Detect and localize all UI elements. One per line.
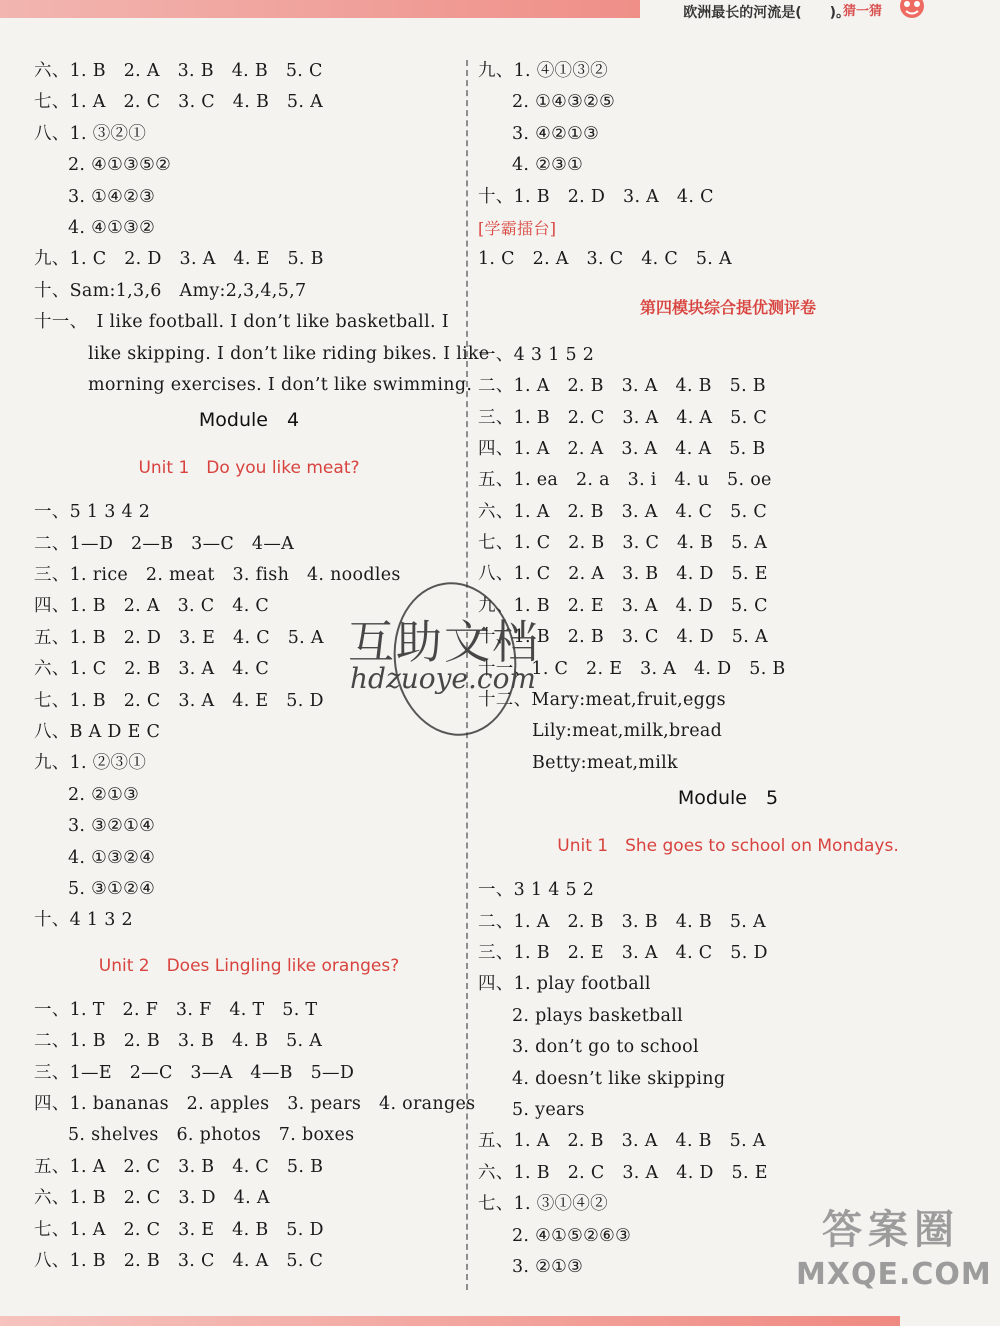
module-heading: Module 5 <box>677 787 779 810</box>
unit-heading: Unit 1 She goes to school on Mondays. <box>557 836 899 857</box>
answer-line: 二、1. A 2. B 3. A 4. B 5. B <box>478 376 766 397</box>
unit-heading: Unit 2 Does Lingling like oranges? <box>98 955 400 976</box>
corner-watermark <box>796 1202 992 1312</box>
answer-line: 二、1. B 2. B 3. B 4. B 5. A <box>34 1031 323 1052</box>
answer-line: 一、4 3 1 5 2 <box>478 344 595 365</box>
answer-line: 十一、 I like football. I don’t like basketball. I <box>34 312 449 333</box>
header-tag: 猜一猜 <box>842 4 882 19</box>
header-question: 欧洲最长的河流是( )。 <box>683 5 850 21</box>
answer-line: 六、1. B 2. C 3. A 4. D 5. E <box>478 1162 768 1183</box>
answer-line: 八、B A D E C <box>34 722 161 743</box>
unit-heading: Unit 1 Do you like meat? <box>138 458 360 479</box>
answer-line: 九、1. B 2. E 3. A 4. D 5. C <box>478 595 768 616</box>
corner-watermark-cn: 答案圈 <box>822 1207 960 1253</box>
header-band <box>0 0 640 18</box>
answer-subline: 4. doesn’t like skipping <box>512 1068 726 1089</box>
answer-line: 三、1—E 2—C 3—A 4—B 5—D <box>34 1062 355 1083</box>
watermark-en: hdzuoye.com <box>350 662 536 695</box>
answer-line: 1. C 2. A 3. C 4. C 5. A <box>478 249 732 270</box>
answer-subline: 2. plays basketball <box>512 1005 684 1026</box>
footer-band <box>0 1316 900 1326</box>
answer-line: 一、3 1 4 5 2 <box>478 880 595 901</box>
answer-line: 十、1. B 2. B 3. C 4. D 5. A <box>478 627 768 648</box>
answer-subline: Betty:meat,milk <box>532 752 678 773</box>
answer-subline: 5. years <box>512 1099 585 1120</box>
answer-line: 十、4 1 3 2 <box>34 910 133 931</box>
answer-line: 七、1. A 2. C 3. E 4. B 5. D <box>34 1219 324 1240</box>
answer-line: 二、1. A 2. B 3. B 4. B 5. A <box>478 911 766 932</box>
answer-line: 一、5 1 3 4 2 <box>34 502 151 523</box>
answer-subline: 4. ④①③② <box>68 217 156 238</box>
answer-line: 十、Sam:1,3,6 Amy:2,3,4,5,7 <box>34 280 307 301</box>
module-heading: Module 4 <box>198 409 300 432</box>
test-title: 第四模块综合提优测评卷 <box>639 297 816 317</box>
answer-line: 五、1. ea 2. a 3. i 4. u 5. oe <box>478 470 772 491</box>
answer-line: 八、1. C 2. A 3. B 4. D 5. E <box>478 564 768 585</box>
answer-line: 七、1. A 2. C 3. C 4. B 5. A <box>34 92 324 113</box>
answer-line: 十二、Mary:meat,fruit,eggs <box>478 690 726 711</box>
answer-line: 五、1. A 2. C 3. B 4. C 5. B <box>34 1156 324 1177</box>
answer-subline: 3. don’t go to school <box>512 1037 699 1058</box>
answer-line: 十一、1. C 2. E 3. A 4. D 5. B <box>478 658 786 679</box>
answer-subline: 3. ③②①④ <box>68 816 156 837</box>
answer-line: 九、1. ②③① <box>34 753 147 774</box>
answer-line: 六、1. A 2. B 3. A 4. C 5. C <box>478 501 768 522</box>
answer-subline: 4. ①③②④ <box>68 847 156 868</box>
answer-line: 十、1. B 2. D 3. A 4. C <box>478 186 714 207</box>
answer-subline: 4. ②③① <box>512 155 584 176</box>
answer-line: 八、1. ③②① <box>34 123 147 144</box>
answer-line: 二、1—D 2—B 3—C 4—A <box>34 533 295 554</box>
answer-subline: like skipping. I don’t like riding bikes. I like <box>88 343 490 364</box>
center-watermark <box>342 582 582 742</box>
answer-line: 三、1. B 2. E 3. A 4. C 5. D <box>478 942 768 963</box>
answer-subline: Lily:meat,milk,bread <box>532 721 723 742</box>
xueba-label: [学霸擂台] <box>478 218 557 238</box>
answer-line: 三、1. B 2. C 3. A 4. A 5. C <box>478 407 768 428</box>
answer-subline: 3. ①④②③ <box>68 186 156 207</box>
answer-line: 六、1. C 2. B 3. A 4. C <box>34 659 270 680</box>
answer-subline: 2. ④①③⑤② <box>68 155 172 176</box>
answer-subline: 3. ②①③ <box>512 1256 584 1277</box>
answer-line: 六、1. B 2. C 3. D 4. A <box>34 1188 270 1209</box>
answer-subline: morning exercises. I don’t like swimming. <box>88 374 473 395</box>
answer-line: 八、1. B 2. B 3. C 4. A 5. C <box>34 1250 324 1271</box>
answer-subline: 2. ②①③ <box>68 784 140 805</box>
watermark-cn: 互助文档 <box>348 615 540 669</box>
answer-line: 六、1. B 2. A 3. B 4. B 5. C <box>34 61 323 81</box>
answer-line: 七、1. C 2. B 3. C 4. B 5. A <box>478 533 768 554</box>
answer-subline: 2. ④①⑤②⑥③ <box>512 1225 632 1246</box>
answer-line: 三、1. rice 2. meat 3. fish 4. noodles <box>34 565 401 586</box>
answer-line: 五、1. B 2. D 3. E 4. C 5. A <box>34 627 324 648</box>
answer-line: 九、1. ④①③② <box>478 61 608 81</box>
answer-line: 九、1. C 2. D 3. A 4. E 5. B <box>34 249 324 270</box>
answer-line: 七、1. ③①④② <box>478 1194 608 1215</box>
answer-line: 四、1. play football <box>478 974 651 995</box>
answer-subline: 5. shelves 6. photos 7. boxes <box>68 1125 355 1146</box>
answer-line: 四、1. B 2. A 3. C 4. C <box>34 596 270 617</box>
answer-line: 七、1. B 2. C 3. A 4. E 5. D <box>34 690 324 711</box>
answer-line: 四、1. A 2. A 3. A 4. A 5. B <box>478 438 766 459</box>
answer-subline: 5. ③①②④ <box>68 878 156 899</box>
answer-subline: 2. ①④③②⑤ <box>512 92 616 113</box>
answer-subline: 3. ④②①③ <box>512 123 600 144</box>
corner-watermark-en: MXQE.COM <box>796 1257 992 1292</box>
answer-line: 五、1. A 2. B 3. A 4. B 5. A <box>478 1131 766 1152</box>
answer-line: 一、1. T 2. F 3. F 4. T 5. T <box>34 999 318 1020</box>
mascot-icon <box>890 0 934 22</box>
answer-line: 四、1. bananas 2. apples 3. pears 4. oranges <box>34 1093 476 1114</box>
